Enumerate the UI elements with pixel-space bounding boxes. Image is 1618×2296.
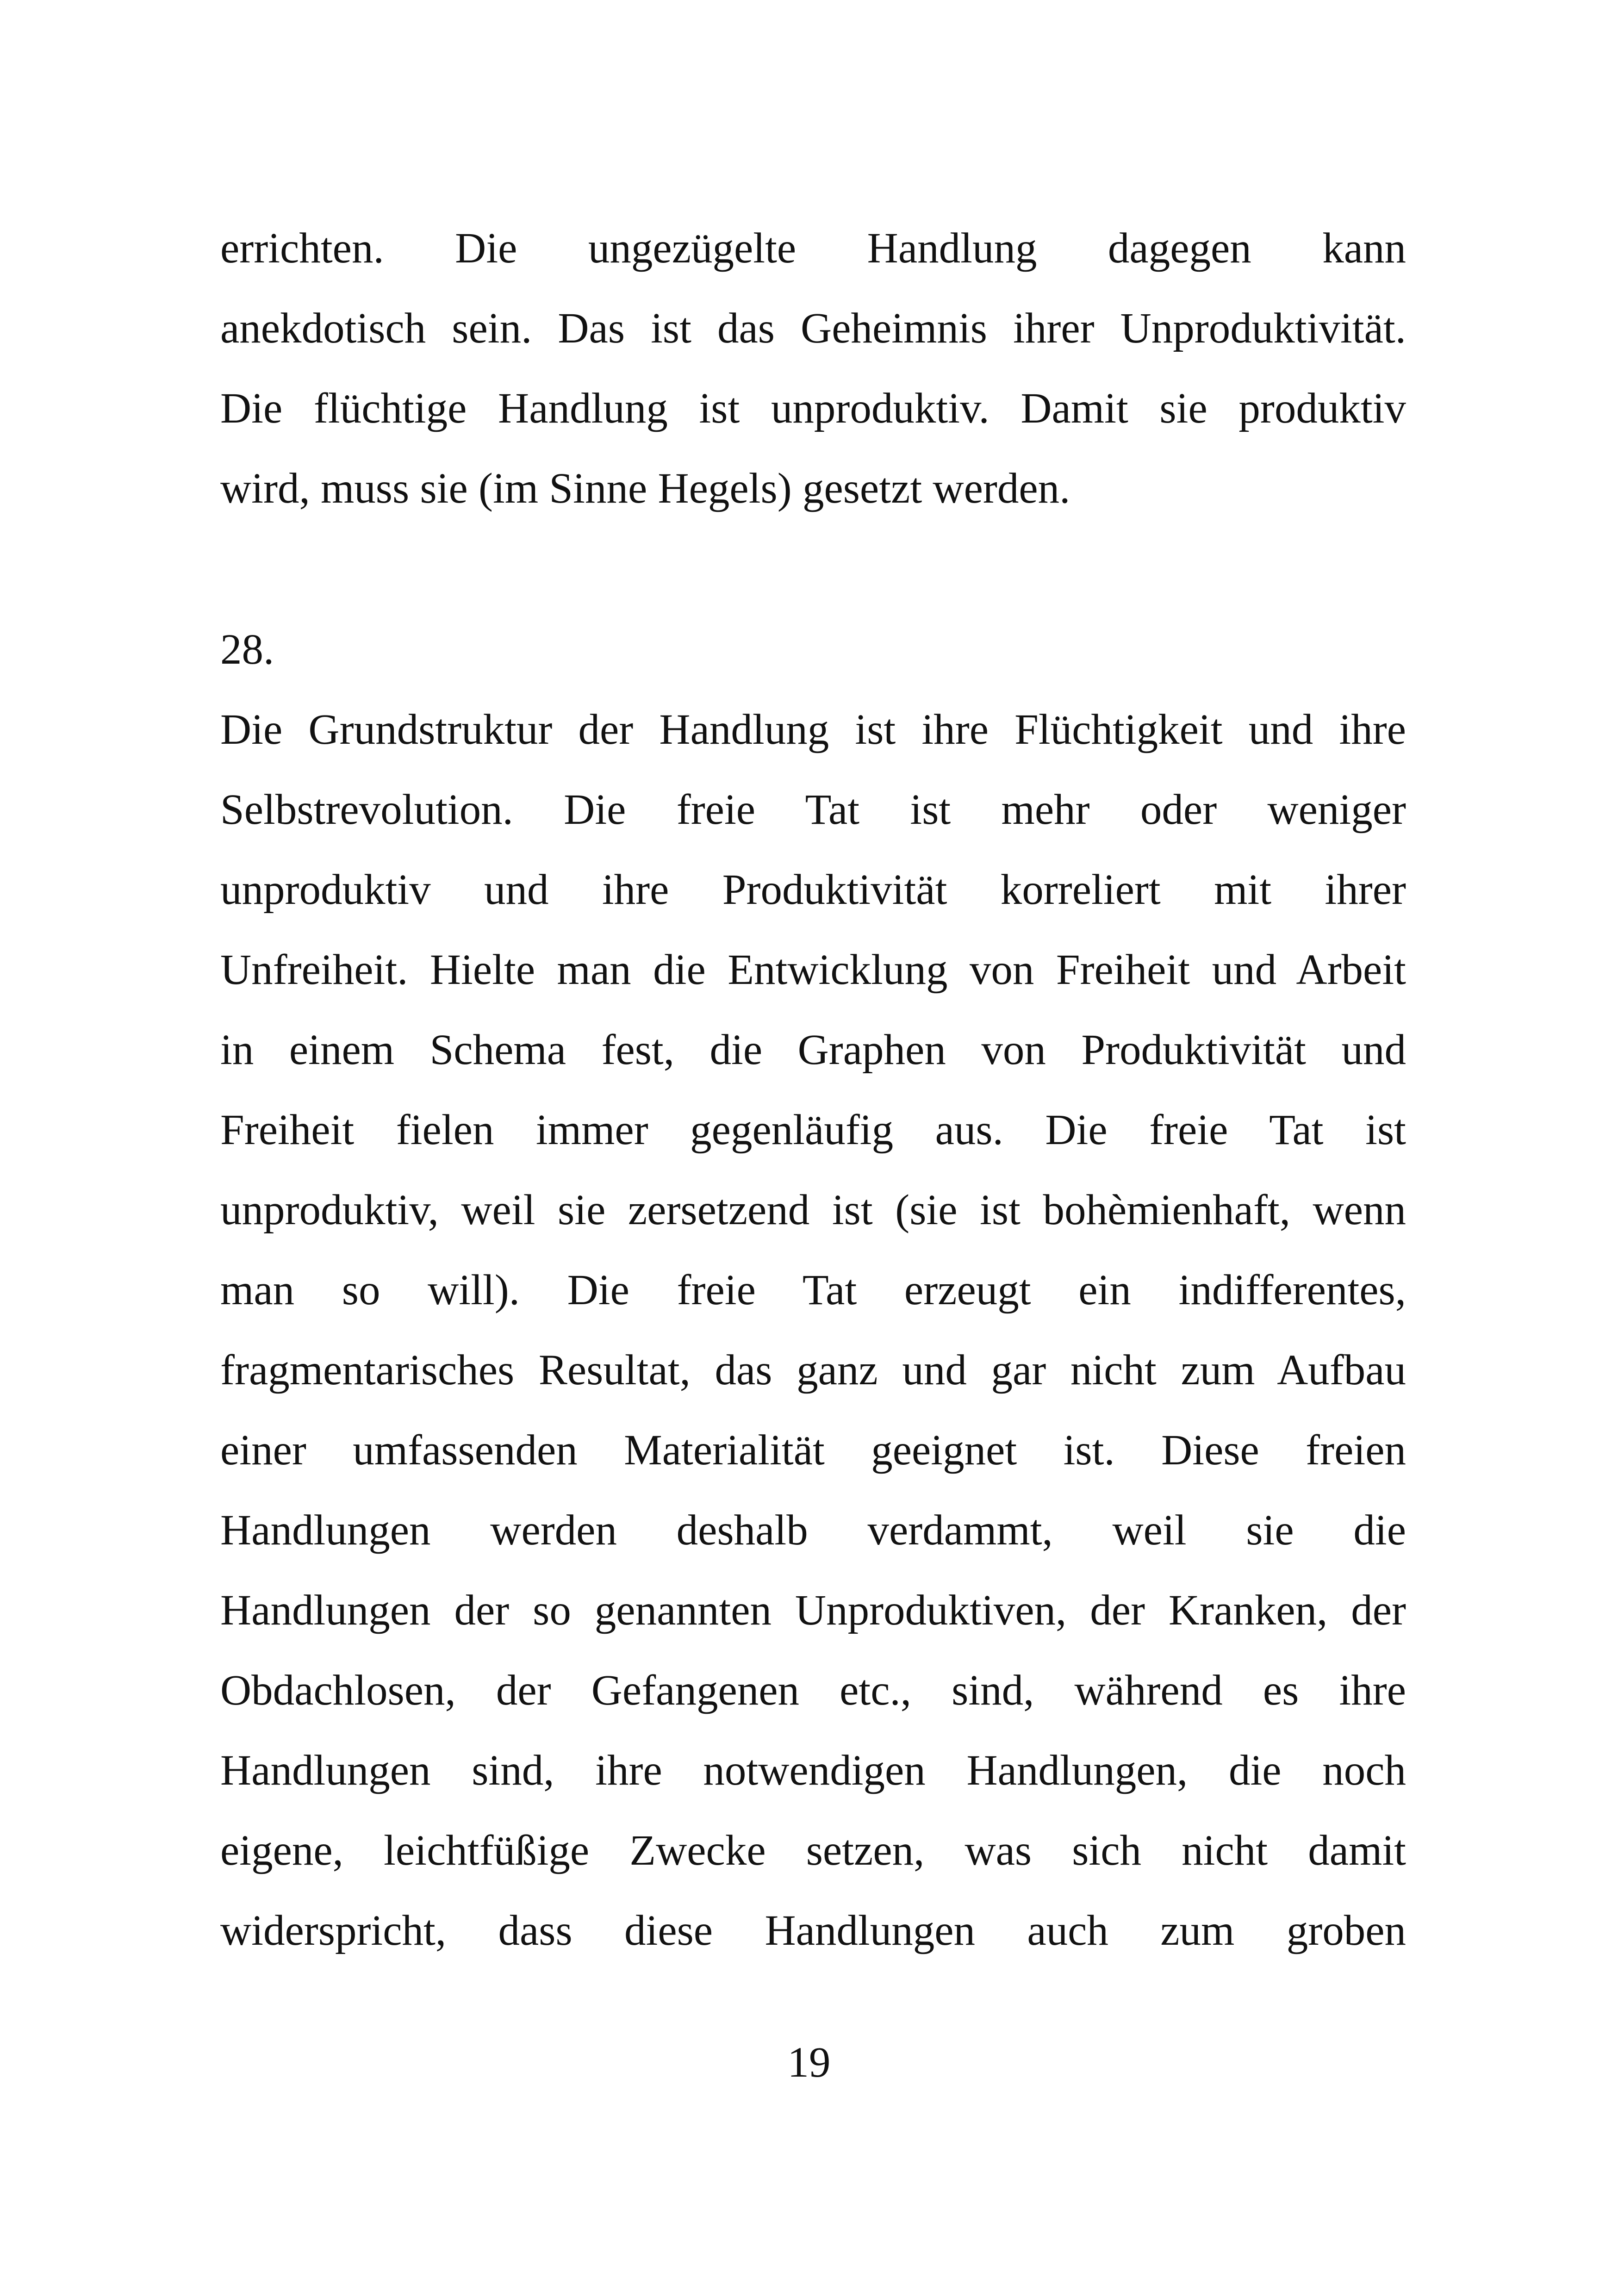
text-line: unproduktiv, weil sie zersetzend ist (sie ist bohèmienhaft, wenn: [220, 1186, 1406, 1234]
page-number: 19: [787, 2039, 831, 2086]
text-line: eigene, leichtfüßige Zwecke setzen, was sich nicht damit: [220, 1827, 1406, 1874]
text-line: anekdotisch sein. Das ist das Geheimnis ihrer Unproduktivität.: [220, 305, 1406, 352]
text-line: man so will). Die freie Tat erzeugt ein indifferentes,: [220, 1266, 1406, 1314]
paragraph-continued: [220, 208, 1406, 529]
text-line: wird, muss sie (im Sinne Hegels) gesetzt werden.: [220, 465, 1070, 512]
text-line: fragmentarisches Resultat, das ganz und gar nicht zum Aufbau: [220, 1346, 1406, 1394]
section-number: 28.: [220, 626, 274, 673]
text-line: errichten. Die ungezügelte Handlung dagegen kann: [220, 224, 1406, 272]
text-line: widerspricht, dass diese Handlungen auch zum groben: [220, 1907, 1406, 1954]
text-line: Unfreiheit. Hielte man die Entwicklung von Freiheit und Arbeit: [220, 946, 1406, 994]
text-line: Selbstrevolution. Die freie Tat ist mehr oder weniger: [220, 786, 1406, 834]
text-line: einer umfassenden Materialität geeignet ist. Diese freien: [220, 1426, 1406, 1474]
text-line: Obdachlosen, der Gefangenen etc., sind, während es ihre: [220, 1667, 1406, 1714]
text-line: Handlungen sind, ihre notwendigen Handlungen, die noch: [220, 1747, 1406, 1794]
text-line: Handlungen der so genannten Unproduktiven, der Kranken, der: [220, 1587, 1406, 1634]
text-line: Die Grundstruktur der Handlung ist ihre Flüchtigkeit und ihre: [220, 706, 1406, 753]
text-line: unproduktiv und ihre Produktivität korreliert mit ihrer: [220, 866, 1406, 914]
text-line: Handlungen werden deshalb verdammt, weil sie die: [220, 1506, 1406, 1554]
text-line: Die flüchtige Handlung ist unproduktiv. Damit sie produktiv: [220, 385, 1406, 432]
text-line: in einem Schema fest, die Graphen von Produktivität und: [220, 1026, 1406, 1074]
text-line: Freiheit fielen immer gegenläufig aus. Die freie Tat ist: [220, 1106, 1406, 1154]
paragraph-28: [220, 690, 1406, 1971]
